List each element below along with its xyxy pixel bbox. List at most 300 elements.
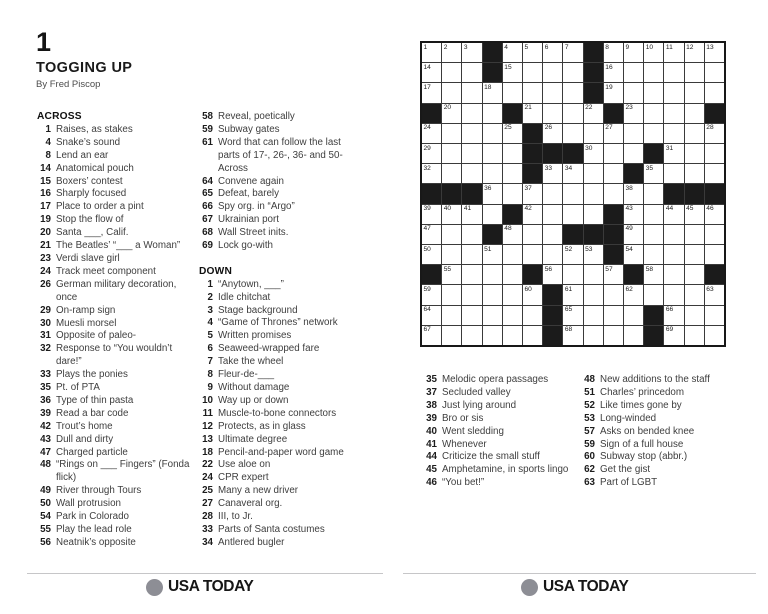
clue-number: 51 [584,386,595,398]
grid-cell-number: 34 [564,164,573,172]
grid-cell [604,306,623,325]
clue-item [37,421,196,434]
clue-item [37,408,196,421]
clue-number: 29 [40,304,51,316]
clue-item [199,434,356,447]
grid-cell [523,63,542,82]
clue-text: Neatnik’s opposite [56,536,136,548]
clue-number: 48 [584,374,595,385]
clue-number: 15 [40,175,51,187]
clue-text: Just lying around [442,399,517,411]
clue-item [199,292,356,305]
clue-text: Anatomical pouch [56,162,134,174]
grid-cell [543,225,562,244]
grid-cell [705,326,724,345]
clue-text: Seaweed-wrapped fare [218,343,320,355]
grid-cell [483,265,502,284]
clue-item [581,374,753,387]
clue-text: Wall protrusion [56,498,121,510]
clue-item [37,511,196,524]
clue-item [37,369,196,382]
grid-cell [705,43,724,62]
clue-number: 39 [40,407,51,419]
clue-number: 21 [40,240,51,252]
grid-cell [523,205,542,224]
grid-cell [543,245,562,264]
clue-number: 1 [207,278,213,290]
grid-cell-black [483,43,502,62]
grid-cell-black [705,184,724,203]
grid-cell [503,63,522,82]
clue-item [199,395,356,408]
grid-cell-number: 54 [625,245,633,253]
grid-cell [664,245,683,264]
grid-cell [563,104,582,123]
clue-text: The Beatles’ “___ a Woman” [56,240,181,252]
clue-number: 53 [584,412,595,424]
clue-item [199,524,356,537]
clue-item [37,279,196,305]
grid-cell [644,124,663,143]
clue-text: Part of LGBT [600,477,658,489]
grid-cell-number: 48 [504,225,512,233]
clue-text: Asks on bended knee [600,425,695,437]
clue-item [37,382,196,395]
grid-cell [442,144,461,163]
clue-number: 50 [40,498,51,510]
clue-text: Parts of Santa costumes [218,523,325,535]
clue-section-header: ACROSS [37,111,82,122]
grid-cell-number: 2 [443,43,448,51]
clue-text: Take the wheel [218,356,284,368]
grid-cell-number: 50 [423,245,431,253]
clue-number: 60 [584,451,595,463]
clue-number: 49 [40,485,51,497]
clues-column-across-down [199,111,356,550]
grid-cell [604,265,623,284]
grid-cell-number: 22 [585,104,593,112]
grid-cell [503,144,522,163]
grid-cell [584,265,603,284]
clue-number: 33 [40,369,51,381]
grid-cell-black [543,144,562,163]
clue-number: 5 [207,330,213,342]
clue-number: 45 [426,464,437,476]
clue-number: 40 [426,425,437,437]
grid-cell-number: 46 [706,205,714,213]
clue-item [581,464,753,477]
clue-text: On-ramp sign [56,304,116,316]
clue-item [37,201,196,214]
grid-cell [584,184,603,203]
grid-cell-number: 12 [686,43,694,51]
clue-item [37,124,196,137]
grid-cell [462,265,481,284]
clue-text: New additions to the staff [600,374,710,385]
grid-cell-black [523,265,542,284]
clue-item [423,451,580,464]
clue-text: Muscle-to-bone connectors [218,407,337,419]
grid-cell [523,306,542,325]
grid-cell [705,83,724,102]
grid-cell [503,184,522,203]
grid-cell [604,43,623,62]
clue-number: 48 [40,459,51,471]
grid-cell [685,326,704,345]
grid-cell [483,205,502,224]
grid-cell-black [644,306,663,325]
grid-cell-black [543,285,562,304]
footer-rule-right [403,573,756,574]
grid-cell [584,245,603,264]
clue-item [423,426,580,439]
grid-cell [462,245,481,264]
clue-number: 59 [584,438,595,450]
clue-number: 47 [40,446,51,458]
clue-section-header: DOWN [199,265,233,277]
byline: By Fred Piscop [36,79,101,90]
grid-cell [664,83,683,102]
grid-cell [644,43,663,62]
grid-cell-number: 68 [564,326,573,334]
grid-cell-black [422,265,441,284]
grid-cell-number: 5 [524,43,529,51]
clue-text: Ultimate degree [218,433,288,445]
clue-number: 33 [202,523,213,535]
puzzle-number: 1 [36,27,52,57]
grid-cell [563,124,582,143]
grid-cell [442,104,461,123]
clue-item [37,459,196,485]
grid-cell [442,245,461,264]
clue-item [423,439,580,452]
grid-cell [442,83,461,102]
clue-number: 1 [45,123,51,135]
grid-cell [624,306,643,325]
grid-cell [483,104,502,123]
clue-text: Play the lead role [56,524,132,535]
grid-cell [584,164,603,183]
grid-cell [584,205,603,224]
grid-cell [584,306,603,325]
clue-item [37,343,196,369]
clue-text: Pt. of PTA [56,382,100,394]
clue-item [199,472,356,485]
grid-cell [483,184,502,203]
clue-item [423,387,580,400]
clue-text: German military decoration, once [56,278,177,303]
clue-item [199,227,356,240]
clue-item [37,176,196,189]
clue-text: Stage background [218,304,298,316]
grid-cell-number: 69 [665,326,674,334]
grid-cell-number: 15 [504,63,512,71]
clue-item [37,188,196,201]
grid-cell-black [523,144,542,163]
grid-cell-number: 49 [625,225,633,233]
grid-cell-black [705,104,724,123]
clue-item [199,447,356,460]
grid-cell-black [563,225,582,244]
grid-cell [422,124,441,143]
clue-item [423,464,580,477]
grid-cell-number: 57 [605,265,613,273]
grid-cell-number: 30 [585,144,593,152]
clue-item [37,485,196,498]
grid-cell-number: 43 [625,205,633,213]
clue-number: 25 [202,485,213,497]
grid-cell-number: 28 [706,124,714,132]
clue-item [37,137,196,150]
grid-cell [664,164,683,183]
clue-number: 54 [40,511,51,523]
grid-cell [422,306,441,325]
grid-cell [462,144,481,163]
grid-cell [422,63,441,82]
grid-cell-number: 9 [625,43,630,51]
clue-item [37,395,196,408]
grid-cell [685,225,704,244]
grid-cell [543,205,562,224]
clue-number: 42 [40,420,51,432]
grid-cell [685,265,704,284]
grid-cell-black [462,184,481,203]
grid-cell [503,43,522,62]
grid-cell-black [624,164,643,183]
grid-cell-black [584,225,603,244]
grid-cell-number: 33 [544,164,553,172]
clue-text: Protects, as in glass [218,420,306,432]
grid-cell-number: 32 [423,164,431,172]
clue-item [37,537,196,550]
grid-cell-black [563,144,582,163]
clue-number: 43 [40,433,51,445]
grid-cell [644,225,663,244]
clue-item [199,343,356,356]
grid-cell [442,225,461,244]
grid-cell [442,265,461,284]
clue-item [199,356,356,369]
clue-item [581,413,753,426]
grid-cell-number: 41 [463,205,472,213]
grid-cell-black [624,265,643,284]
grid-cell-black [604,225,623,244]
grid-cell [483,326,502,345]
grid-cell [644,245,663,264]
grid-cell [664,225,683,244]
clue-text: Response to “You wouldn’t dare!” [56,343,173,368]
clue-number: 41 [426,438,437,450]
clue-item [37,253,196,266]
clue-number: 14 [40,162,51,174]
clue-text: Lend an ear [56,149,109,161]
clue-number: 2 [207,291,213,303]
grid-cell [503,225,522,244]
grid-cell-black [483,225,502,244]
clue-item [581,477,753,490]
clue-item [581,426,753,439]
grid-cell-number: 55 [443,265,452,273]
clue-number: 44 [426,451,437,463]
grid-cell-number: 42 [524,205,532,213]
grid-cell-black [543,306,562,325]
clue-text: Type of thin pasta [56,394,134,406]
grid-cell [624,43,643,62]
grid-cell [644,184,663,203]
clue-item [199,111,356,124]
clue-item [199,382,356,395]
clue-number: 22 [202,459,213,471]
grid-cell [624,83,643,102]
clue-number: 64 [202,175,213,187]
grid-cell [624,184,643,203]
grid-cell [664,63,683,82]
grid-cell-number: 23 [625,104,633,112]
clue-number: 35 [426,374,437,385]
grid-cell-black [664,184,683,203]
grid-cell [442,124,461,143]
clue-item [199,498,356,511]
grid-cell [705,164,724,183]
clue-text: III, to Jr. [218,511,253,523]
grid-cell [644,205,663,224]
grid-cell [624,205,643,224]
clue-number: 55 [40,524,51,535]
grid-cell [685,306,704,325]
grid-cell [644,83,663,102]
grid-cell [624,225,643,244]
clue-number: 4 [45,136,51,148]
grid-cell [483,124,502,143]
clue-text: Whenever [442,438,487,450]
grid-cell [543,104,562,123]
grid-cell [422,285,441,304]
usatoday-wordmark: USA TODAY [543,578,629,595]
clue-item [199,279,356,292]
grid-cell-number: 25 [504,124,512,132]
grid-cell-number: 51 [484,245,492,253]
clue-text: Place to order a pint [56,201,144,213]
footer-rule-left [27,573,383,574]
clue-number: 9 [207,382,213,394]
clue-item [37,318,196,331]
usatoday-circle-icon [521,579,538,596]
clue-text: Raises, as stakes [56,123,133,135]
grid-cell [604,164,623,183]
clue-item [37,524,196,537]
clue-number: 17 [40,201,51,213]
clue-text: Way up or down [218,394,289,406]
grid-cell-number: 26 [544,124,553,132]
grid-cell [523,184,542,203]
clue-item [423,400,580,413]
grid-cell-black [442,184,461,203]
puzzle-title: TOGGING UP [36,60,133,76]
usatoday-circle-icon [146,579,163,596]
grid-cell [705,285,724,304]
grid-cell [644,63,663,82]
grid-cell [462,285,481,304]
grid-cell [685,205,704,224]
grid-cell [483,83,502,102]
grid-cell [685,63,704,82]
grid-cell-black [422,184,441,203]
clue-number: 10 [202,394,213,406]
clue-item [199,511,356,524]
grid-cell [705,245,724,264]
grid-cell [604,144,623,163]
grid-cell-number: 13 [706,43,714,51]
grid-cell [523,285,542,304]
grid-cell [543,124,562,143]
clue-number: 27 [202,498,213,510]
grid-cell-number: 10 [645,43,654,51]
grid-cell [422,43,441,62]
grid-cell [523,104,542,123]
grid-cell [584,144,603,163]
grid-cell [664,326,683,345]
grid-cell [624,285,643,304]
clue-item [37,227,196,240]
grid-cell-number: 17 [423,83,431,91]
clue-item [37,305,196,318]
grid-cell [685,83,704,102]
grid-cell [624,124,643,143]
grid-cell [523,326,542,345]
clue-text: Dull and dirty [56,433,114,445]
clue-number: 8 [207,369,213,381]
clue-text: Read a bar code [56,407,129,419]
clue-number: 11 [202,407,213,419]
grid-cell [462,124,481,143]
grid-cell [422,245,441,264]
grid-cell [624,63,643,82]
grid-cell-black [503,104,522,123]
clue-number: 24 [202,472,213,484]
grid-cell [503,265,522,284]
clue-text: “Game of Thrones” network [218,317,338,329]
grid-cell [685,124,704,143]
clue-number: 20 [40,227,51,239]
clue-text: Snake’s sound [56,136,121,148]
clue-item [37,240,196,253]
grid-cell [543,184,562,203]
grid-cell-black [584,83,603,102]
clue-text: Use aloe on [218,459,271,471]
clue-number: 4 [207,317,213,329]
clue-item [581,387,753,400]
grid-cell-number: 45 [686,205,694,213]
clue-text: Fleur-de-___ [218,369,275,381]
grid-cell [523,225,542,244]
clue-number: 16 [40,188,51,200]
grid-cell [664,285,683,304]
grid-cell [462,164,481,183]
grid-cell-number: 24 [423,124,431,132]
grid-cell [705,63,724,82]
grid-cell [644,164,663,183]
grid-cell [462,43,481,62]
clue-text: “You bet!” [442,477,485,489]
clue-item [423,413,580,426]
clue-text: Charles’ princedom [600,386,685,398]
clue-item [37,434,196,447]
clue-text: Subway gates [218,123,280,135]
grid-cell [442,326,461,345]
grid-cell [462,306,481,325]
grid-cell-number: 47 [423,225,431,233]
grid-cell-number: 7 [564,43,569,51]
